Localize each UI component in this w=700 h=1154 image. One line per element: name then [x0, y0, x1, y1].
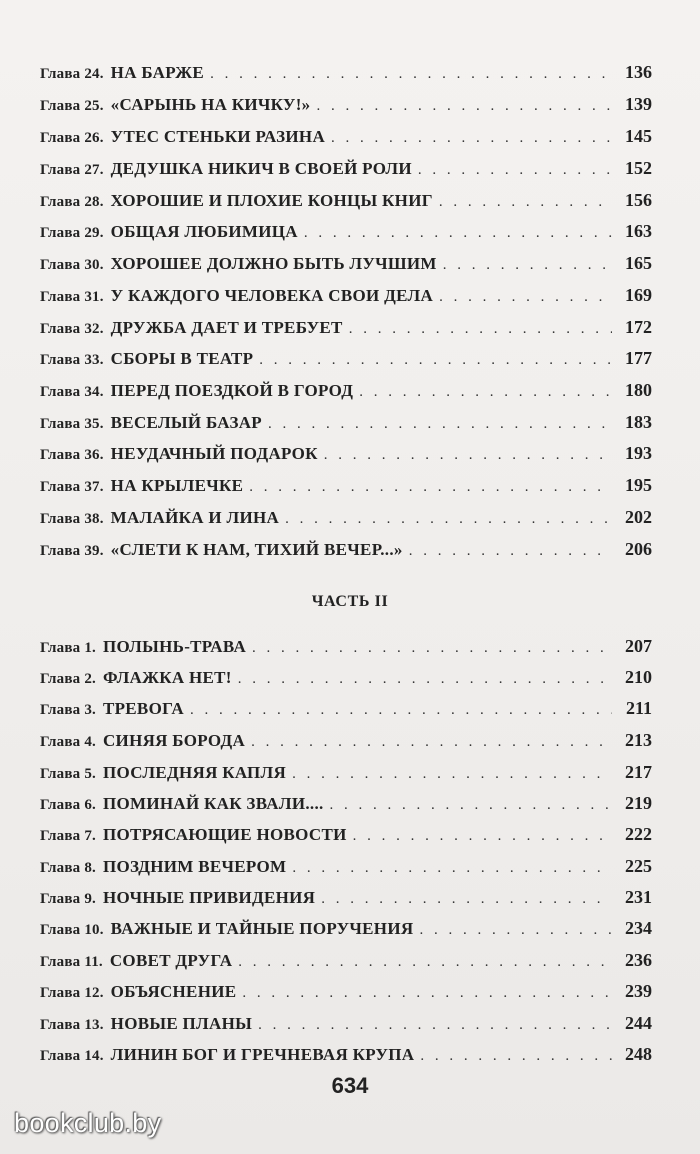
chapter-label: Глава 35. — [40, 416, 104, 432]
chapter-label: Глава 33. — [40, 352, 104, 368]
dot-leader — [238, 667, 612, 691]
chapter-title: НА БАРЖЕ — [110, 63, 205, 82]
page-number: 213 — [625, 730, 652, 750]
chapter-title: НА КРЫЛЕЧКЕ — [110, 476, 244, 495]
page-number: 244 — [625, 1013, 652, 1033]
chapter-label: Глава 36. — [40, 447, 104, 463]
page-number: 136 — [625, 62, 652, 82]
dot-leader — [210, 62, 612, 86]
page-number: 206 — [625, 539, 652, 559]
chapter-label: Глава 1. — [40, 640, 96, 656]
page-number: 202 — [625, 507, 652, 527]
chapter-title: СОВЕТ ДРУГА — [109, 951, 233, 970]
chapter-title: ФЛАЖКА НЕТ! — [102, 668, 232, 687]
dot-leader — [349, 317, 612, 341]
toc-entry — [40, 505, 652, 529]
page-number: 231 — [625, 887, 652, 907]
toc-entry — [40, 315, 652, 339]
chapter-label: Глава 9. — [40, 891, 96, 907]
chapter-title: ОБЪЯСНЕНИЕ — [110, 982, 237, 1001]
chapter-label: Глава 10. — [40, 922, 104, 938]
dot-leader — [190, 698, 612, 722]
chapter-title: ПОЛЫНЬ-ТРАВА — [102, 637, 247, 656]
page-number: 139 — [625, 94, 652, 114]
page-folio: 634 — [331, 1073, 369, 1098]
chapter-title: ПЕРЕД ПОЕЗДКОЙ В ГОРОД — [110, 381, 354, 400]
chapter-title: ХОРОШИЕ И ПЛОХИЕ КОНЦЫ КНИГ — [110, 191, 433, 210]
chapter-title: СБОРЫ В ТЕАТР — [110, 349, 254, 368]
toc-entry — [40, 728, 652, 752]
dot-leader — [251, 730, 612, 754]
chapter-label: Глава 28. — [40, 194, 104, 210]
page-number: 234 — [625, 918, 652, 938]
chapter-title: ПОМИНАЙ КАК ЗВАЛИ.... — [102, 794, 324, 813]
chapter-label: Глава 6. — [40, 797, 96, 813]
dot-leader — [419, 918, 612, 942]
toc-entry — [40, 885, 652, 909]
dot-leader — [242, 981, 612, 1005]
chapter-title: МАЛАЙКА И ЛИНА — [110, 508, 280, 527]
chapter-label: Глава 2. — [40, 671, 96, 687]
toc-entry — [40, 92, 652, 116]
chapter-title: У КАЖДОГО ЧЕЛОВЕКА СВОИ ДЕЛА — [110, 286, 434, 305]
chapter-title: УТЕС СТЕНЬКИ РАЗИНА — [110, 127, 326, 146]
chapter-label: Глава 34. — [40, 384, 104, 400]
toc-entry — [40, 251, 652, 275]
dot-leader — [418, 158, 612, 182]
chapter-title: ВЕСЕЛЫЙ БАЗАР — [110, 413, 262, 432]
toc-entry — [40, 473, 652, 497]
chapter-title: ВАЖНЫЕ И ТАЙНЫЕ ПОРУЧЕНИЯ — [110, 919, 414, 938]
chapter-label: Глава 7. — [40, 828, 96, 844]
page-number: 211 — [625, 698, 652, 718]
toc-entry — [40, 1042, 652, 1066]
chapter-title: НОЧНЫЕ ПРИВИДЕНИЯ — [102, 888, 316, 907]
page-number: 222 — [625, 824, 652, 844]
chapter-title: ХОРОШЕЕ ДОЛЖНО БЫТЬ ЛУЧШИМ — [110, 254, 437, 273]
chapter-label: Глава 29. — [40, 225, 104, 241]
toc-entry — [40, 156, 652, 180]
toc-entry — [40, 760, 652, 784]
chapter-title: ОБЩАЯ ЛЮБИМИЦА — [110, 222, 298, 241]
dot-leader — [285, 507, 612, 531]
chapter-title: СИНЯЯ БОРОДА — [102, 731, 246, 750]
toc-entry — [40, 791, 652, 815]
page-number: 217 — [625, 762, 652, 782]
chapter-title: ДРУЖБА ДАЕТ И ТРЕБУЕТ — [110, 318, 343, 337]
dot-leader — [353, 824, 612, 848]
chapter-label: Глава 31. — [40, 289, 104, 305]
toc-entry — [40, 948, 652, 972]
watermark: bookclub.by — [14, 1108, 162, 1138]
dot-leader — [292, 762, 612, 786]
page-number: 183 — [625, 412, 652, 432]
toc-entry — [40, 822, 652, 846]
chapter-label: Глава 13. — [40, 1017, 104, 1033]
toc-entry — [40, 665, 652, 689]
toc-entry — [40, 60, 652, 84]
toc-entry — [40, 378, 652, 402]
chapter-title: ТРЕВОГА — [102, 699, 184, 718]
chapter-label: Глава 27. — [40, 162, 104, 178]
chapter-label: Глава 38. — [40, 511, 104, 527]
dot-leader — [321, 887, 612, 911]
chapter-title: ДЕДУШКА НИКИЧ В СВОЕЙ РОЛИ — [110, 159, 412, 178]
dot-leader — [331, 126, 612, 150]
chapter-label: Глава 24. — [40, 66, 104, 82]
page-number: 152 — [625, 158, 652, 178]
dot-leader — [268, 412, 612, 436]
toc-entry — [40, 124, 652, 148]
dot-leader — [409, 539, 612, 563]
dot-leader — [304, 221, 612, 245]
page-number: 145 — [625, 126, 652, 146]
chapter-label: Глава 3. — [40, 702, 96, 718]
dot-leader — [249, 475, 612, 499]
page-number: 156 — [625, 190, 652, 210]
dot-leader — [330, 793, 612, 817]
chapter-title: ПОТРЯСАЮЩИЕ НОВОСТИ — [102, 825, 347, 844]
chapter-label: Глава 26. — [40, 130, 104, 146]
dot-leader — [439, 190, 612, 214]
page-number: 195 — [625, 475, 652, 495]
page-number: 236 — [625, 950, 652, 970]
chapter-title: НЕУДАЧНЫЙ ПОДАРОК — [110, 444, 318, 463]
dot-leader — [324, 443, 612, 467]
page-number: 239 — [625, 981, 652, 1001]
dot-leader — [252, 636, 612, 660]
chapter-label: Глава 12. — [40, 985, 104, 1001]
chapter-label: Глава 32. — [40, 321, 104, 337]
chapter-label: Глава 37. — [40, 479, 104, 495]
toc-entry — [40, 979, 652, 1003]
chapter-label: Глава 39. — [40, 543, 104, 559]
dot-leader — [292, 856, 612, 880]
page-number: 207 — [625, 636, 652, 656]
dot-leader — [439, 285, 612, 309]
page-number: 193 — [625, 443, 652, 463]
toc-entry — [40, 537, 652, 561]
chapter-label: Глава 8. — [40, 860, 96, 876]
toc-entry — [40, 634, 652, 658]
chapter-label: Глава 25. — [40, 98, 104, 114]
chapter-label: Глава 14. — [40, 1048, 104, 1064]
page-number: 172 — [625, 317, 652, 337]
toc-entry — [40, 188, 652, 212]
toc-entry — [40, 410, 652, 434]
chapter-label: Глава 5. — [40, 766, 96, 782]
page-number: 165 — [625, 253, 652, 273]
page-number: 225 — [625, 856, 652, 876]
toc-entry — [40, 1011, 652, 1035]
dot-leader — [316, 94, 612, 118]
toc-entry — [40, 916, 652, 940]
dot-leader — [359, 380, 612, 404]
page-number: 180 — [625, 380, 652, 400]
toc-entry — [40, 346, 652, 370]
chapter-title: НОВЫЕ ПЛАНЫ — [110, 1014, 253, 1033]
dot-leader — [443, 253, 612, 277]
part-heading: ЧАСТЬ II — [311, 593, 389, 610]
chapter-title: «САРЫНЬ НА КИЧКУ!» — [110, 95, 311, 114]
dot-leader — [420, 1044, 612, 1068]
chapter-title: ЛИНИН БОГ И ГРЕЧНЕВАЯ КРУПА — [110, 1045, 415, 1064]
page-number: 248 — [625, 1044, 652, 1064]
toc-entry — [40, 219, 652, 243]
chapter-title: ПОЗДНИМ ВЕЧЕРОМ — [102, 857, 287, 876]
chapter-title: ПОСЛЕДНЯЯ КАПЛЯ — [102, 763, 287, 782]
page-number: 219 — [625, 793, 652, 813]
dot-leader — [258, 1013, 612, 1037]
page-number: 169 — [625, 285, 652, 305]
toc-entry — [40, 854, 652, 878]
toc-entry — [40, 696, 652, 720]
page-number: 210 — [625, 667, 652, 687]
page-number: 177 — [625, 348, 652, 368]
chapter-label: Глава 4. — [40, 734, 96, 750]
dot-leader — [238, 950, 612, 974]
chapter-label: Глава 30. — [40, 257, 104, 273]
toc-entry — [40, 283, 652, 307]
chapter-title: «СЛЕТИ К НАМ, ТИХИЙ ВЕЧЕР...» — [110, 540, 403, 559]
page-number: 163 — [625, 221, 652, 241]
toc-entry — [40, 441, 652, 465]
chapter-label: Глава 11. — [40, 954, 103, 970]
dot-leader — [259, 348, 612, 372]
